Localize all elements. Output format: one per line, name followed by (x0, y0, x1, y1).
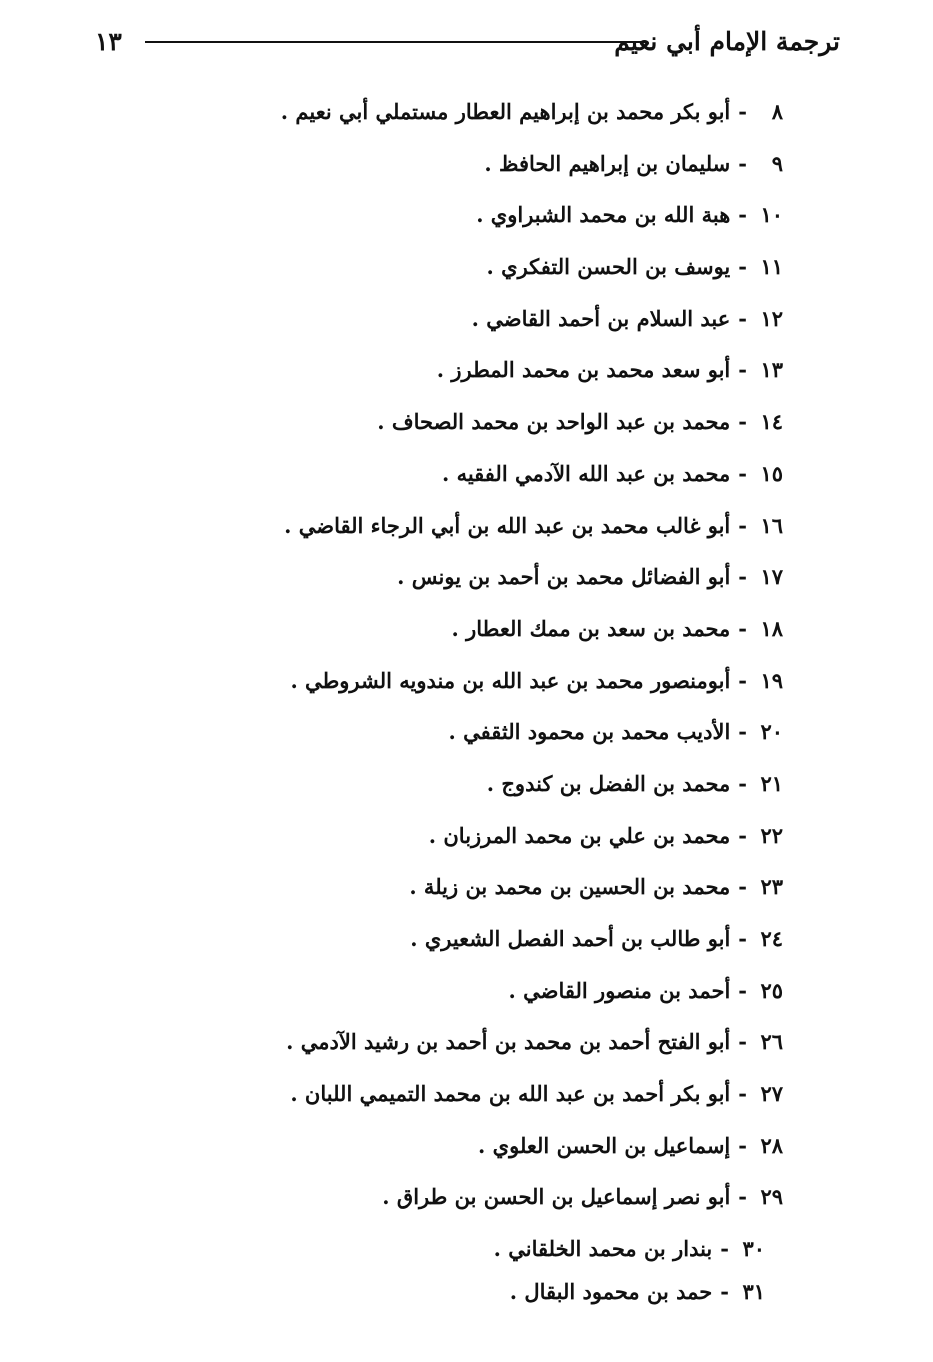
entry-separator: - (738, 150, 747, 176)
entry-text: محمد بن سعد بن ممك العطار . (451, 615, 731, 641)
list-item (143, 297, 783, 349)
list-item (143, 659, 783, 711)
entry-number: ٢٩ (760, 1184, 783, 1210)
list-item (143, 90, 783, 142)
entry-number: ١٣ (760, 357, 783, 383)
list-item (143, 1124, 783, 1176)
entry-text: أبو سعد محمد بن محمد المطرز . (436, 357, 731, 383)
list-item (143, 348, 783, 400)
list-item (143, 762, 783, 814)
entry-number: ١٢ (760, 305, 783, 331)
entry-number: ١٨ (760, 615, 783, 641)
list-item (143, 1072, 783, 1124)
list-item (143, 1020, 783, 1072)
entry-text: محمد بن الفضل بن كندوج . (486, 770, 731, 796)
entry-text: محمد بن عبد الواحد بن محمد الصحاف . (377, 409, 731, 435)
list-item (143, 710, 783, 762)
entry-text: أبو الفتح أحمد بن محمد بن أحمد بن رشيد الآدمي . (286, 1029, 731, 1055)
entry-separator: - (738, 926, 747, 951)
entry-text: هبة الله بن محمد الشبراوي . (476, 202, 731, 228)
entry-text: أبو طالب بن أحمد الفصل الشعيري . (410, 926, 731, 951)
entry-number: ٣١ (742, 1279, 765, 1305)
entry-separator: - (738, 874, 747, 900)
list-item (143, 969, 783, 1021)
list-item (143, 142, 783, 194)
entry-number: ١٤ (760, 409, 783, 435)
list-item (143, 917, 783, 969)
entry-text: أبو نصر إسماعيل بن الحسن بن طراق . (382, 1184, 731, 1210)
entry-separator: - (738, 719, 747, 745)
entry-separator: - (738, 1081, 747, 1107)
entry-text: سليمان بن إبراهيم الحافظ . (484, 150, 731, 176)
entry-number: ٣٠ (742, 1236, 765, 1262)
entry-text: أبو غالب محمد بن عبد الله بن أبي الرجاء القاضي . (284, 512, 731, 538)
entry-separator: - (738, 305, 747, 331)
entry-separator: - (738, 977, 747, 1003)
page-number: ١٣ (95, 27, 122, 56)
list-item (143, 504, 783, 556)
entry-separator: - (738, 512, 747, 538)
entry-separator: - (738, 770, 747, 796)
entry-number: ٢٤ (760, 926, 783, 951)
entry-separator: - (738, 254, 747, 280)
entry-number: ١١ (760, 254, 783, 280)
list-item (143, 452, 783, 504)
entry-text: عبد السلام بن أحمد القاضي . (471, 305, 731, 331)
list-item (143, 400, 783, 452)
entry-separator: - (738, 1132, 747, 1158)
entry-text: الأديب محمد بن محمود الثقفي . (448, 719, 731, 745)
entry-list (143, 90, 783, 1313)
entry-text: يوسف بن الحسن التفكري . (486, 254, 731, 280)
entry-text: أبو بكر أحمد بن عبد الله بن محمد التميمي اللبان . (290, 1081, 731, 1107)
entry-text: أبو بكر محمد بن إبراهيم العطار مستملي أبي نعيم . (280, 99, 731, 124)
list-item (143, 555, 783, 607)
entry-text: بندار بن محمد الخلقاني . (493, 1236, 713, 1262)
list-item (143, 1270, 783, 1313)
entry-separator: - (738, 667, 747, 693)
list-item (143, 865, 783, 917)
entry-separator: - (738, 564, 747, 590)
entry-text: أحمد بن منصور القاضي . (508, 977, 731, 1003)
entry-text: أبومنصور محمد بن عبد الله بن مندويه الشروطي . (290, 667, 731, 693)
entry-separator: - (738, 357, 747, 383)
running-header (95, 22, 840, 66)
entry-separator: - (720, 1236, 729, 1262)
entry-text: محمد بن علي بن محمد المرزبان . (428, 822, 731, 848)
header-title: ترجمة الإمام أبي نعيم (614, 27, 840, 56)
entry-text: محمد بن عبد الله الآدمي الفقيه . (441, 460, 731, 486)
entry-number: ٢٣ (760, 874, 783, 900)
entry-separator: - (738, 1184, 747, 1210)
list-item (143, 814, 783, 866)
entry-number: ٨ (771, 99, 783, 124)
entry-text: حمد بن محمود البقال . (509, 1279, 713, 1305)
entry-number: ١٧ (760, 564, 783, 590)
entry-number: ١٠ (760, 202, 783, 228)
entry-number: ٢٧ (760, 1081, 783, 1107)
entry-separator: - (720, 1279, 729, 1305)
entry-separator: - (738, 202, 747, 228)
list-item (143, 1175, 783, 1227)
entry-number: ٢٢ (760, 822, 783, 848)
entry-number: ٩ (771, 150, 783, 176)
entry-separator: - (738, 99, 747, 124)
header-rule (145, 41, 642, 43)
list-item (143, 245, 783, 297)
list-item (143, 193, 783, 245)
entry-number: ١٥ (760, 460, 783, 486)
entry-text: أبو الفضائل محمد بن أحمد بن يونس . (397, 564, 731, 590)
entry-number: ٢٨ (760, 1132, 783, 1158)
entry-text: محمد بن الحسين بن محمد بن زيلة . (409, 874, 731, 900)
entry-number: ٢٥ (760, 977, 783, 1003)
entry-text: إسماعيل بن الحسن العلوي . (478, 1132, 731, 1158)
entry-number: ١٩ (760, 667, 783, 693)
list-item (143, 607, 783, 659)
entry-number: ٢١ (760, 770, 783, 796)
entry-separator: - (738, 615, 747, 641)
entry-number: ١٦ (760, 512, 783, 538)
entry-number: ٢٦ (760, 1029, 783, 1055)
list-item (143, 1227, 783, 1270)
entry-separator: - (738, 460, 747, 486)
entry-separator: - (738, 822, 747, 848)
entry-separator: - (738, 409, 747, 435)
entry-separator: - (738, 1029, 747, 1055)
entry-number: ٢٠ (760, 719, 783, 745)
